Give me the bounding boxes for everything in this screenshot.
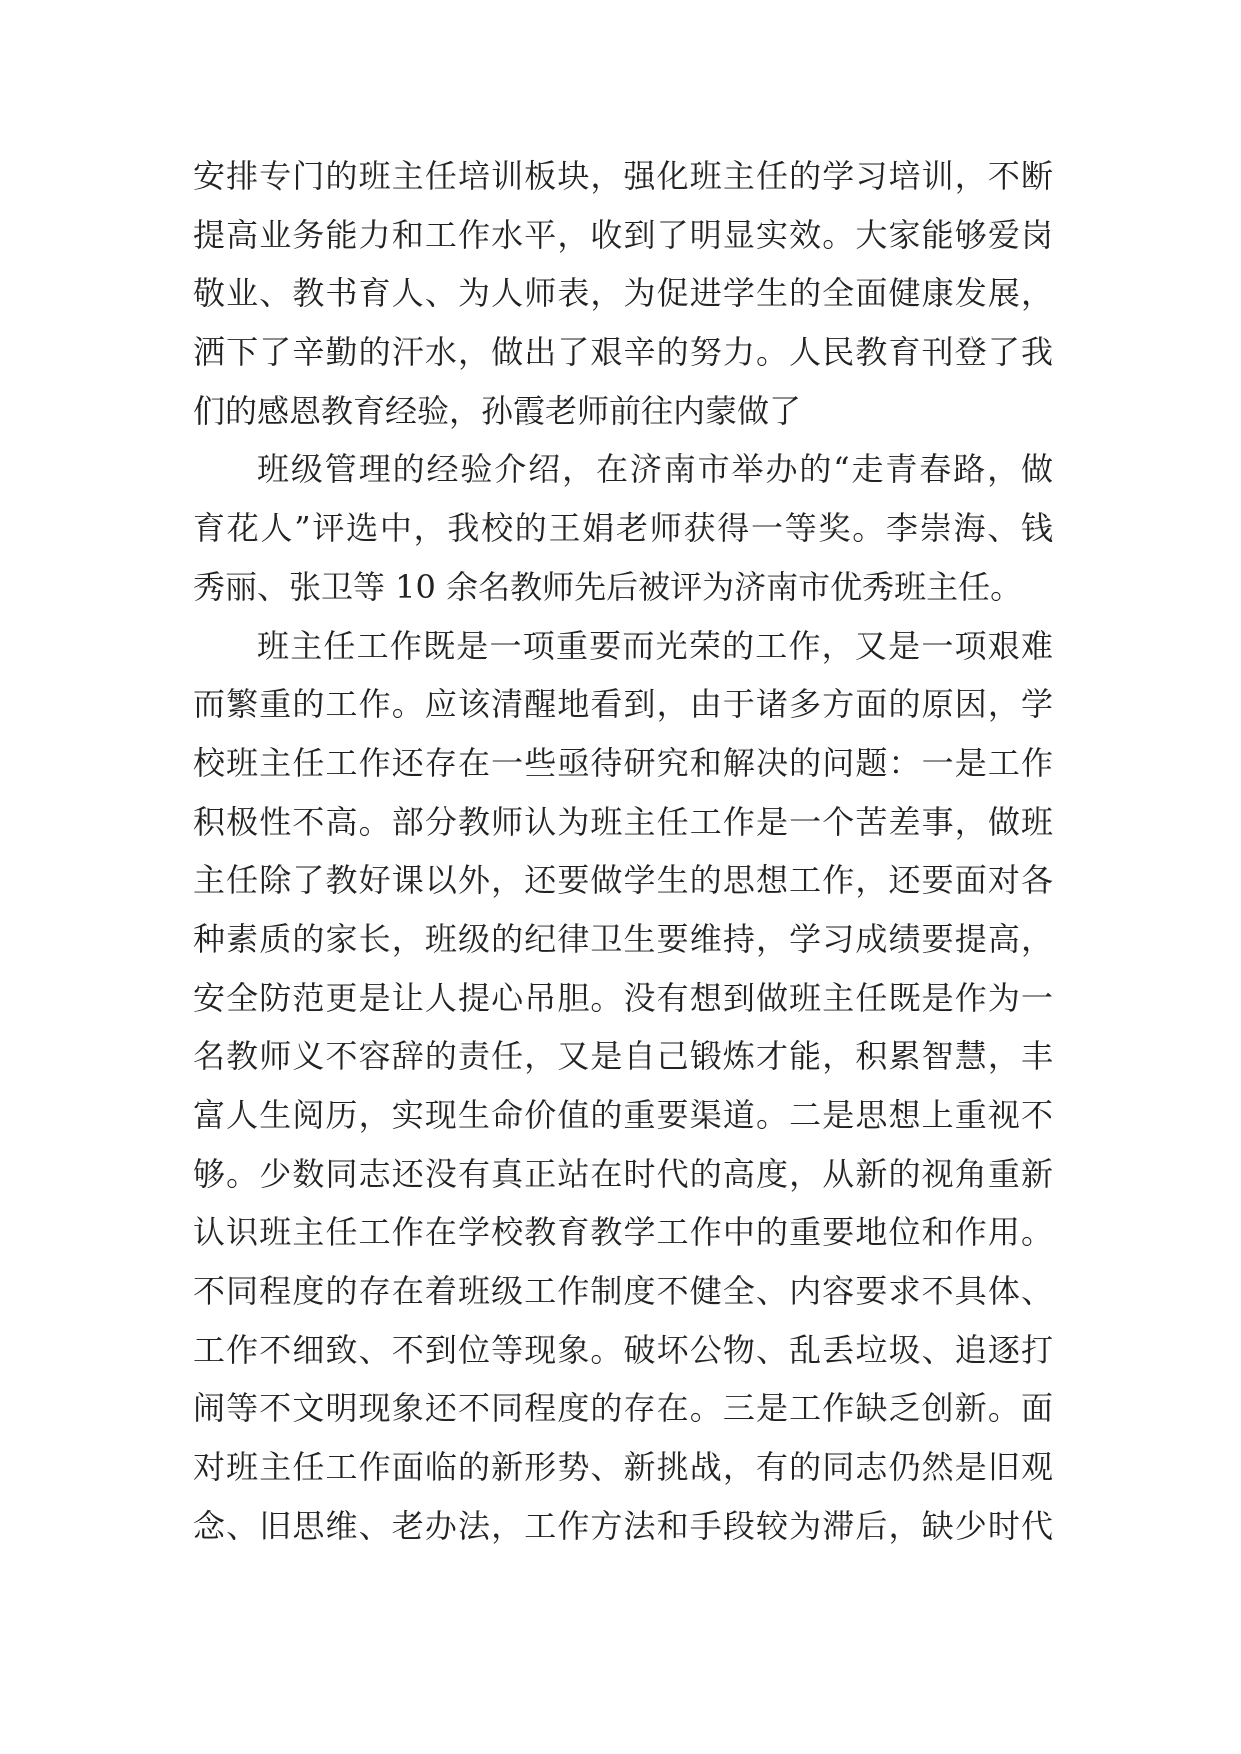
- text-line: 而繁重的工作。应该清醒地看到，由于诸多方面的原因，学: [193, 685, 1053, 724]
- text-line: 安全防范更是让人提心吊胆。没有想到做班主任既是作为一: [193, 978, 1053, 1017]
- text-line: 种素质的家长，班级的纪律卫生要维持，学习成绩要提高，: [193, 919, 1053, 958]
- text-line: 念、旧思维、老办法，工作方法和手段较为滞后，缺少时代: [193, 1506, 1053, 1545]
- body-text: [193, 147, 1053, 1556]
- text-line: 对班主任工作面临的新形势、新挑战，有的同志仍然是旧观: [193, 1448, 1053, 1487]
- text-line: 富人生阅历，实现生命价值的重要渠道。二是思想上重视不: [193, 1096, 1053, 1134]
- text-line: 提高业务能力和工作水平，收到了明显实效。大家能够爱岗: [193, 215, 1053, 254]
- text-line: 闹等不文明现象还不同程度的存在。三是工作缺乏创新。面: [193, 1389, 1053, 1428]
- text-line: 班级管理的经验介绍，在济南市举办的“走青春路，做: [257, 450, 1053, 489]
- text-line: 洒下了辛勤的汗水，做出了艰辛的努力。人民教育刊登了我: [193, 333, 1053, 372]
- text-line: 工作不细致、不到位等现象。破坏公物、乱丢垃圾、追逐打: [193, 1330, 1053, 1369]
- text-line: 主任除了教好课以外，还要做学生的思想工作，还要面对各: [193, 861, 1053, 900]
- text-line: 名教师义不容辞的责任，又是自己锻炼才能，积累智慧，丰: [193, 1037, 1053, 1076]
- text-line: 安排专门的班主任培训板块，强化班主任的学习培训，不断: [193, 157, 1053, 195]
- text-line: 够。少数同志还没有真正站在时代的高度，从新的视角重新: [193, 1154, 1053, 1193]
- text-line: 校班主任工作还存在一些亟待研究和解决的问题：一是工作: [193, 743, 1053, 782]
- text-line: 积极性不高。部分教师认为班主任工作是一个苦差事，做班: [193, 802, 1053, 841]
- text-line: 班主任工作既是一项重要而光荣的工作，又是一项艰难: [257, 626, 1053, 665]
- text-line: 敬业、教书育人、为人师表，为促进学生的全面健康发展，: [193, 274, 1053, 313]
- text-line: 不同程度的存在着班级工作制度不健全、内容要求不具体、: [193, 1272, 1053, 1311]
- text-line: 们的感恩教育经验，孙霞老师前往内蒙做了: [193, 391, 802, 430]
- text-line: 秀丽、张卫等 10 余名教师先后被评为济南市优秀班主任。: [193, 567, 1023, 606]
- text-line: 认识班主任工作在学校教育教学工作中的重要地位和作用。: [193, 1213, 1053, 1252]
- text-line: 育花人”评选中，我校的王娟老师获得一等奖。李崇海、钱: [193, 509, 1053, 548]
